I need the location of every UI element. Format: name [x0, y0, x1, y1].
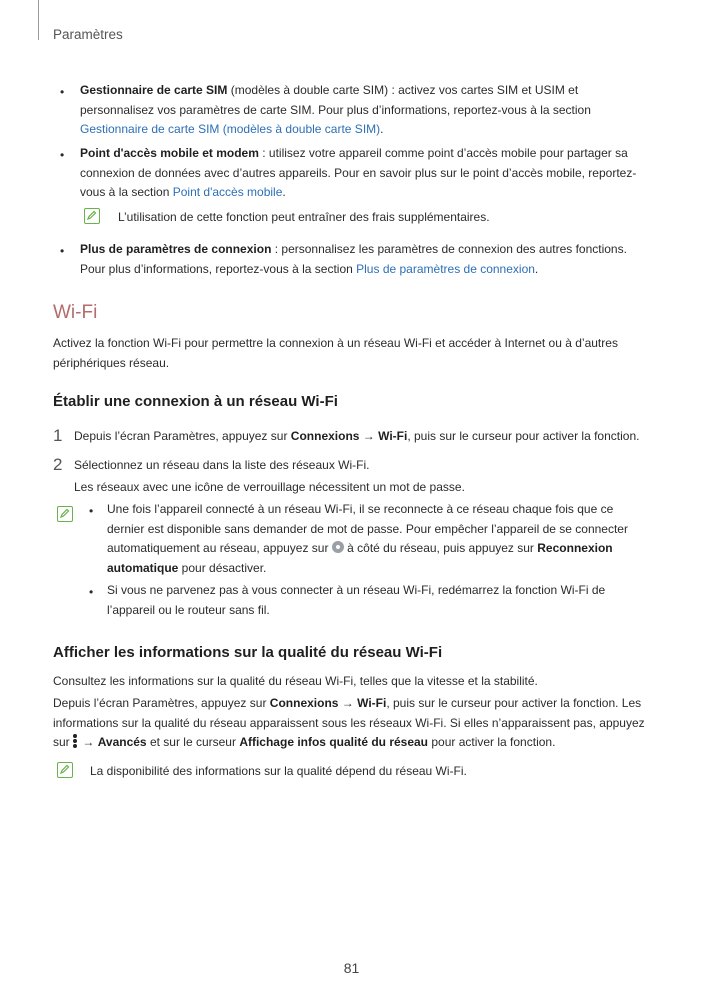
step-text: Depuis l’écran Paramètres, appuyez sur: [74, 429, 291, 443]
bullet-dot: •: [89, 585, 94, 599]
header-rule: [38, 0, 39, 40]
para-text: , puis sur le curseur pour activer la fonction. Les informations sur la qualité du réseau apparaissent sous les réseaux Wi-Fi. Si elles n’apparaissent pas, appuyez sur: [53, 696, 645, 749]
section-title-wifi: Wi-Fi: [53, 302, 98, 323]
step-number-2: 2: [53, 455, 63, 474]
bullet-text: : utilisez votre appareil comme point d’accès mobile pour partager sa connexion de données avec d’autres appareils. Pour en savoir plus sur le point d’accès mobile, reportez-vous à la section: [80, 146, 637, 199]
note-pencil-icon: [84, 208, 100, 224]
bullet-bold-term: Gestionnaire de carte SIM: [80, 83, 228, 97]
note-text: pour désactiver.: [178, 560, 267, 575]
bold-connexions: Connexions: [269, 696, 339, 710]
bullet-end: .: [380, 122, 384, 136]
bold-wifi: Wi-Fi: [378, 429, 408, 443]
step-number-1: 1: [53, 426, 63, 445]
note-pencil-icon: [57, 762, 73, 778]
para-text: et sur le curseur: [146, 735, 240, 749]
bullet-dot: •: [60, 148, 65, 162]
bold-advanced: Avancés: [97, 735, 147, 749]
wifi-intro: Activez la fonction Wi-Fi pour permettre la connexion à un réseau Wi-Fi et accéder à Internet ou à d’autres périphériques réseau.: [53, 336, 618, 370]
note-text: Une fois l’appareil connecté à un réseau Wi-Fi, il se reconnecte à ce réseau chaque fois que ce dernier est disponible sans demander de mot de passe. Pour empêcher l’appareil de se connecter automatiquement au réseau, appuyez sur: [107, 502, 628, 555]
bold-reconnect: Reconnexion automatique: [107, 541, 613, 575]
note-pencil-icon: [57, 506, 73, 522]
link-sim-manager[interactable]: Gestionnaire de carte SIM (modèles à double carte SIM): [80, 122, 381, 136]
step-1: [74, 427, 649, 447]
para-text: pour activer la fonction.: [428, 735, 556, 749]
arrow: →: [79, 735, 98, 749]
bold-quality-display: Affichage infos qualité du réseau: [239, 735, 429, 749]
step-line: Sélectionnez un réseau dans la liste des réseaux Wi-Fi.: [74, 458, 370, 472]
page-number: 81: [343, 960, 360, 976]
bullet-dot: •: [60, 244, 65, 258]
note-bullet-autoconnect: [107, 500, 647, 578]
bullet-bold-term: Point d'accès mobile et modem: [80, 146, 259, 160]
bold-connexions: Connexions: [290, 429, 360, 443]
bullet-text: : personnalisez les paramètres de connexion des autres fonctions. Pour plus d’informations, reportez-vous à la section: [80, 242, 627, 276]
bullet-end: .: [534, 261, 539, 276]
bullet-end: .: [282, 185, 286, 199]
page-header-title: Paramètres: [53, 27, 123, 42]
step-text: , puis sur le curseur pour activer la fonction.: [407, 429, 640, 443]
gear-icon: [332, 541, 344, 553]
subtitle-connect: Établir une connexion à un réseau Wi-Fi: [53, 393, 338, 410]
quality-paragraph-2: [53, 694, 648, 753]
note-quality: La disponibilité des informations sur la qualité dépend du réseau Wi-Fi.: [90, 764, 467, 778]
quality-paragraph-1: Consultez les informations sur la qualité du réseau Wi-Fi, telles que la vitesse et la stabilité.: [53, 674, 538, 688]
note-bullet-restart: Si vous ne parvenez pas à vous connecter à un réseau Wi-Fi, redémarrez la fonction Wi-Fi de l’appareil ou le routeur sans fil.: [107, 583, 606, 617]
arrow: →: [338, 696, 358, 710]
bold-wifi: Wi-Fi: [357, 696, 387, 710]
bullet-text: (modèles à double carte SIM) : activez vos cartes SIM et USIM et personnalisez vos paramètres de carte SIM. Pour plus d’informations, reportez-vous à la section: [80, 83, 591, 117]
bullet-dot: •: [89, 504, 94, 518]
note-fees: L’utilisation de cette fonction peut entraîner des frais supplémentaires.: [118, 210, 490, 224]
para-text: Depuis l’écran Paramètres, appuyez sur: [53, 696, 270, 710]
subtitle-quality: Afficher les informations sur la qualité du réseau Wi-Fi: [53, 644, 443, 661]
arrow: →: [359, 429, 379, 443]
link-more-connection[interactable]: Plus de paramètres de connexion: [356, 261, 535, 276]
note-text: à côté du réseau, puis appuyez sur: [343, 541, 538, 555]
bullet-more-connection: [80, 240, 646, 279]
step-line: Les réseaux avec une icône de verrouillage nécessitent un mot de passe.: [74, 479, 465, 494]
bullet-sim-manager: [80, 81, 646, 140]
bullet-hotspot: [80, 144, 646, 203]
link-hotspot[interactable]: Point d'accès mobile: [172, 185, 283, 199]
bullet-bold-term: Plus de paramètres de connexion: [80, 242, 272, 256]
bullet-dot: •: [60, 85, 65, 99]
step-2: [74, 456, 649, 497]
